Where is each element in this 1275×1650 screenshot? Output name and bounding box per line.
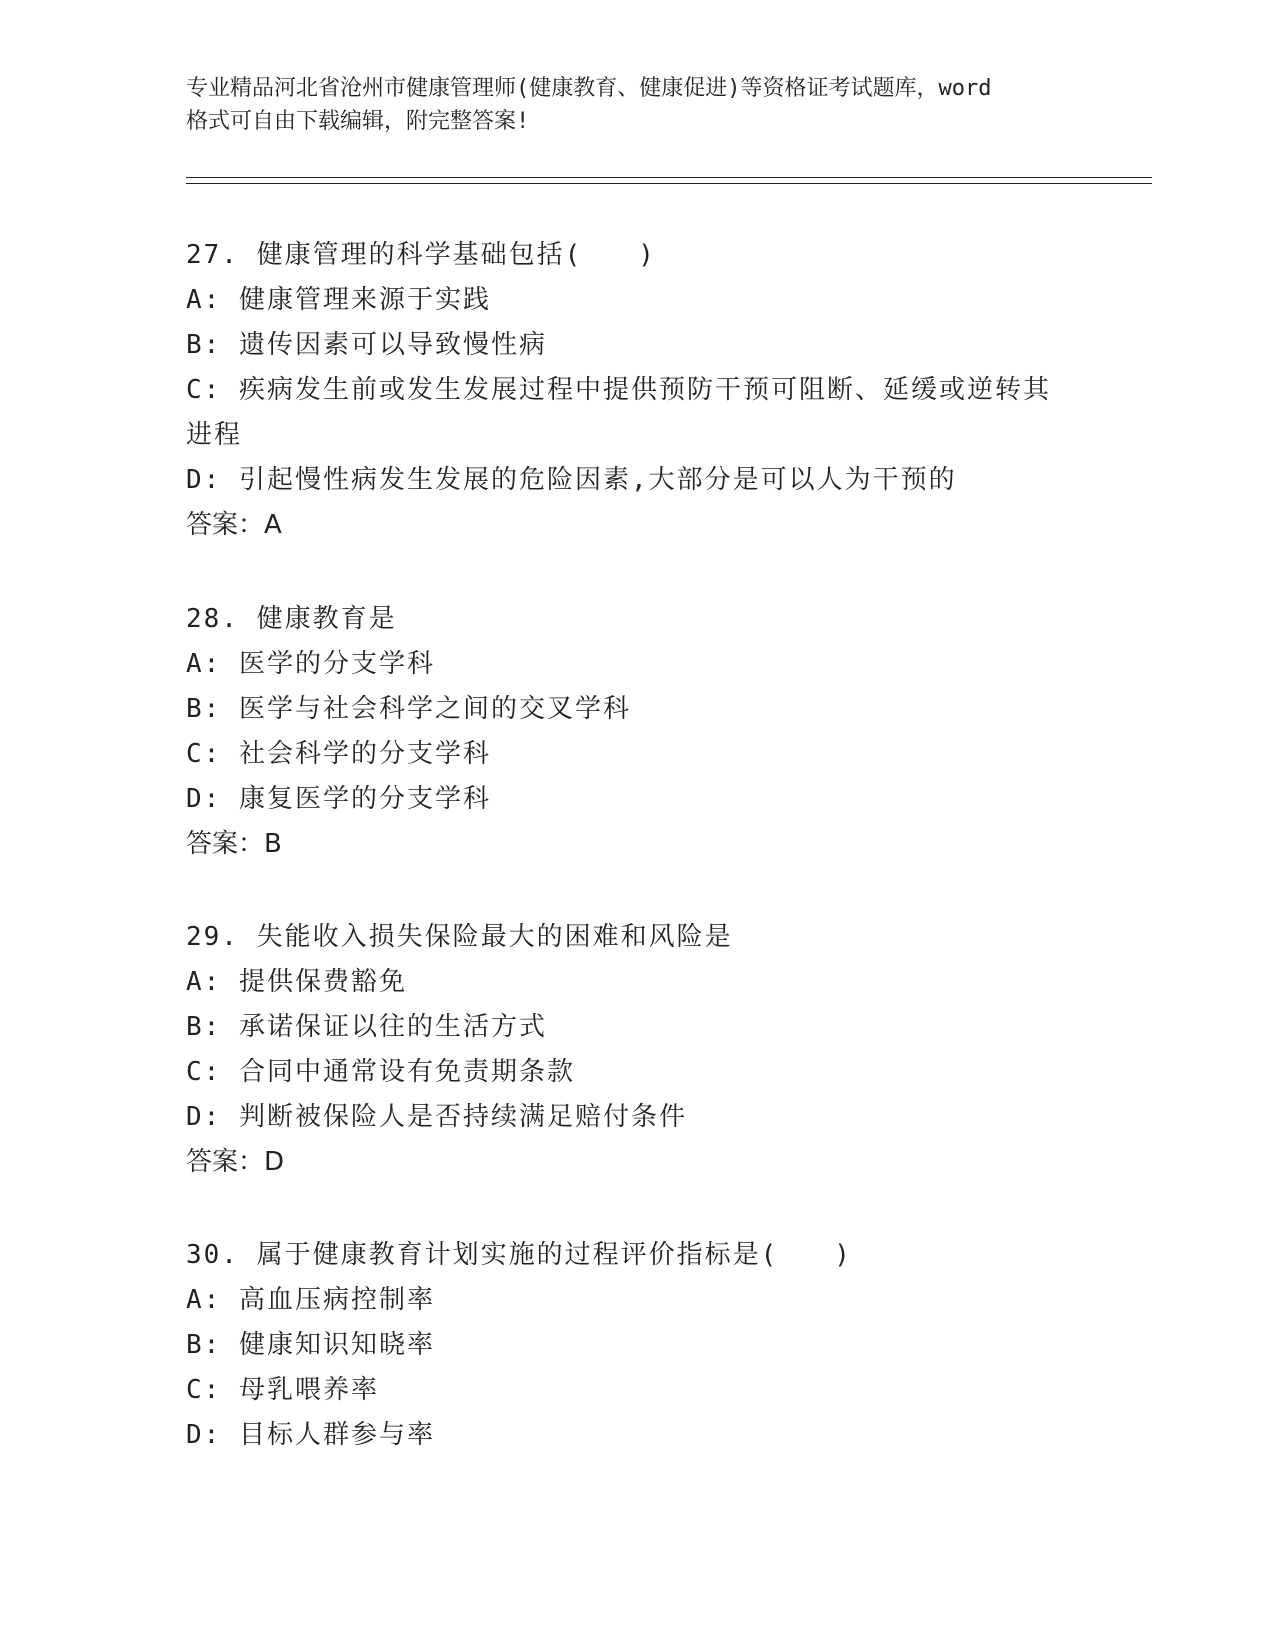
question-stem: 28. 健康教育是 <box>186 604 397 634</box>
option-a: A: 健康管理来源于实践 <box>186 285 491 315</box>
option-a: A: 提供保费豁免 <box>186 967 407 997</box>
option-b: B: 健康知识知晓率 <box>186 1330 435 1360</box>
document-header <box>186 72 1086 138</box>
option-c: C: 母乳喂养率 <box>186 1375 379 1405</box>
header-line-1: 专业精品河北省沧州市健康管理师(健康教育、健康促进)等资格证考试题库，word <box>186 76 992 101</box>
question-28 <box>186 597 1106 867</box>
option-d: D: 引起慢性病发生发展的危险因素,大部分是可以人为干预的 <box>186 465 957 495</box>
answer-label: 答案：B <box>186 829 282 859</box>
option-b: B: 医学与社会科学之间的交叉学科 <box>186 694 631 724</box>
option-d: D: 目标人群参与率 <box>186 1420 435 1450</box>
question-27 <box>186 233 1106 548</box>
option-b: B: 遗传因素可以导致慢性病 <box>186 330 547 360</box>
header-line-2: 格式可自由下载编辑，附完整答案! <box>186 109 530 134</box>
option-c: C: 合同中通常设有免责期条款 <box>186 1057 575 1087</box>
header-divider-top <box>186 177 1152 178</box>
option-a: A: 高血压病控制率 <box>186 1285 435 1315</box>
question-30 <box>186 1233 1106 1458</box>
answer-label: 答案：D <box>186 1147 285 1177</box>
option-b: B: 承诺保证以往的生活方式 <box>186 1012 547 1042</box>
option-a: A: 医学的分支学科 <box>186 649 435 679</box>
question-29 <box>186 915 1106 1185</box>
option-d: D: 康复医学的分支学科 <box>186 784 491 814</box>
option-c: C: 社会科学的分支学科 <box>186 739 491 769</box>
header-divider-bottom <box>186 183 1152 184</box>
answer-label: 答案：A <box>186 510 282 540</box>
question-stem: 27. 健康管理的科学基础包括( ) <box>186 240 656 270</box>
question-stem: 29. 失能收入损失保险最大的困难和风险是 <box>186 922 733 952</box>
option-c-continued: 进程 <box>186 420 243 450</box>
option-d: D: 判断被保险人是否持续满足赔付条件 <box>186 1102 687 1132</box>
option-c: C: 疾病发生前或发生发展过程中提供预防干预可阻断、延缓或逆转其 <box>186 375 1051 405</box>
question-stem: 30. 属于健康教育计划实施的过程评价指标是( ) <box>186 1240 852 1270</box>
